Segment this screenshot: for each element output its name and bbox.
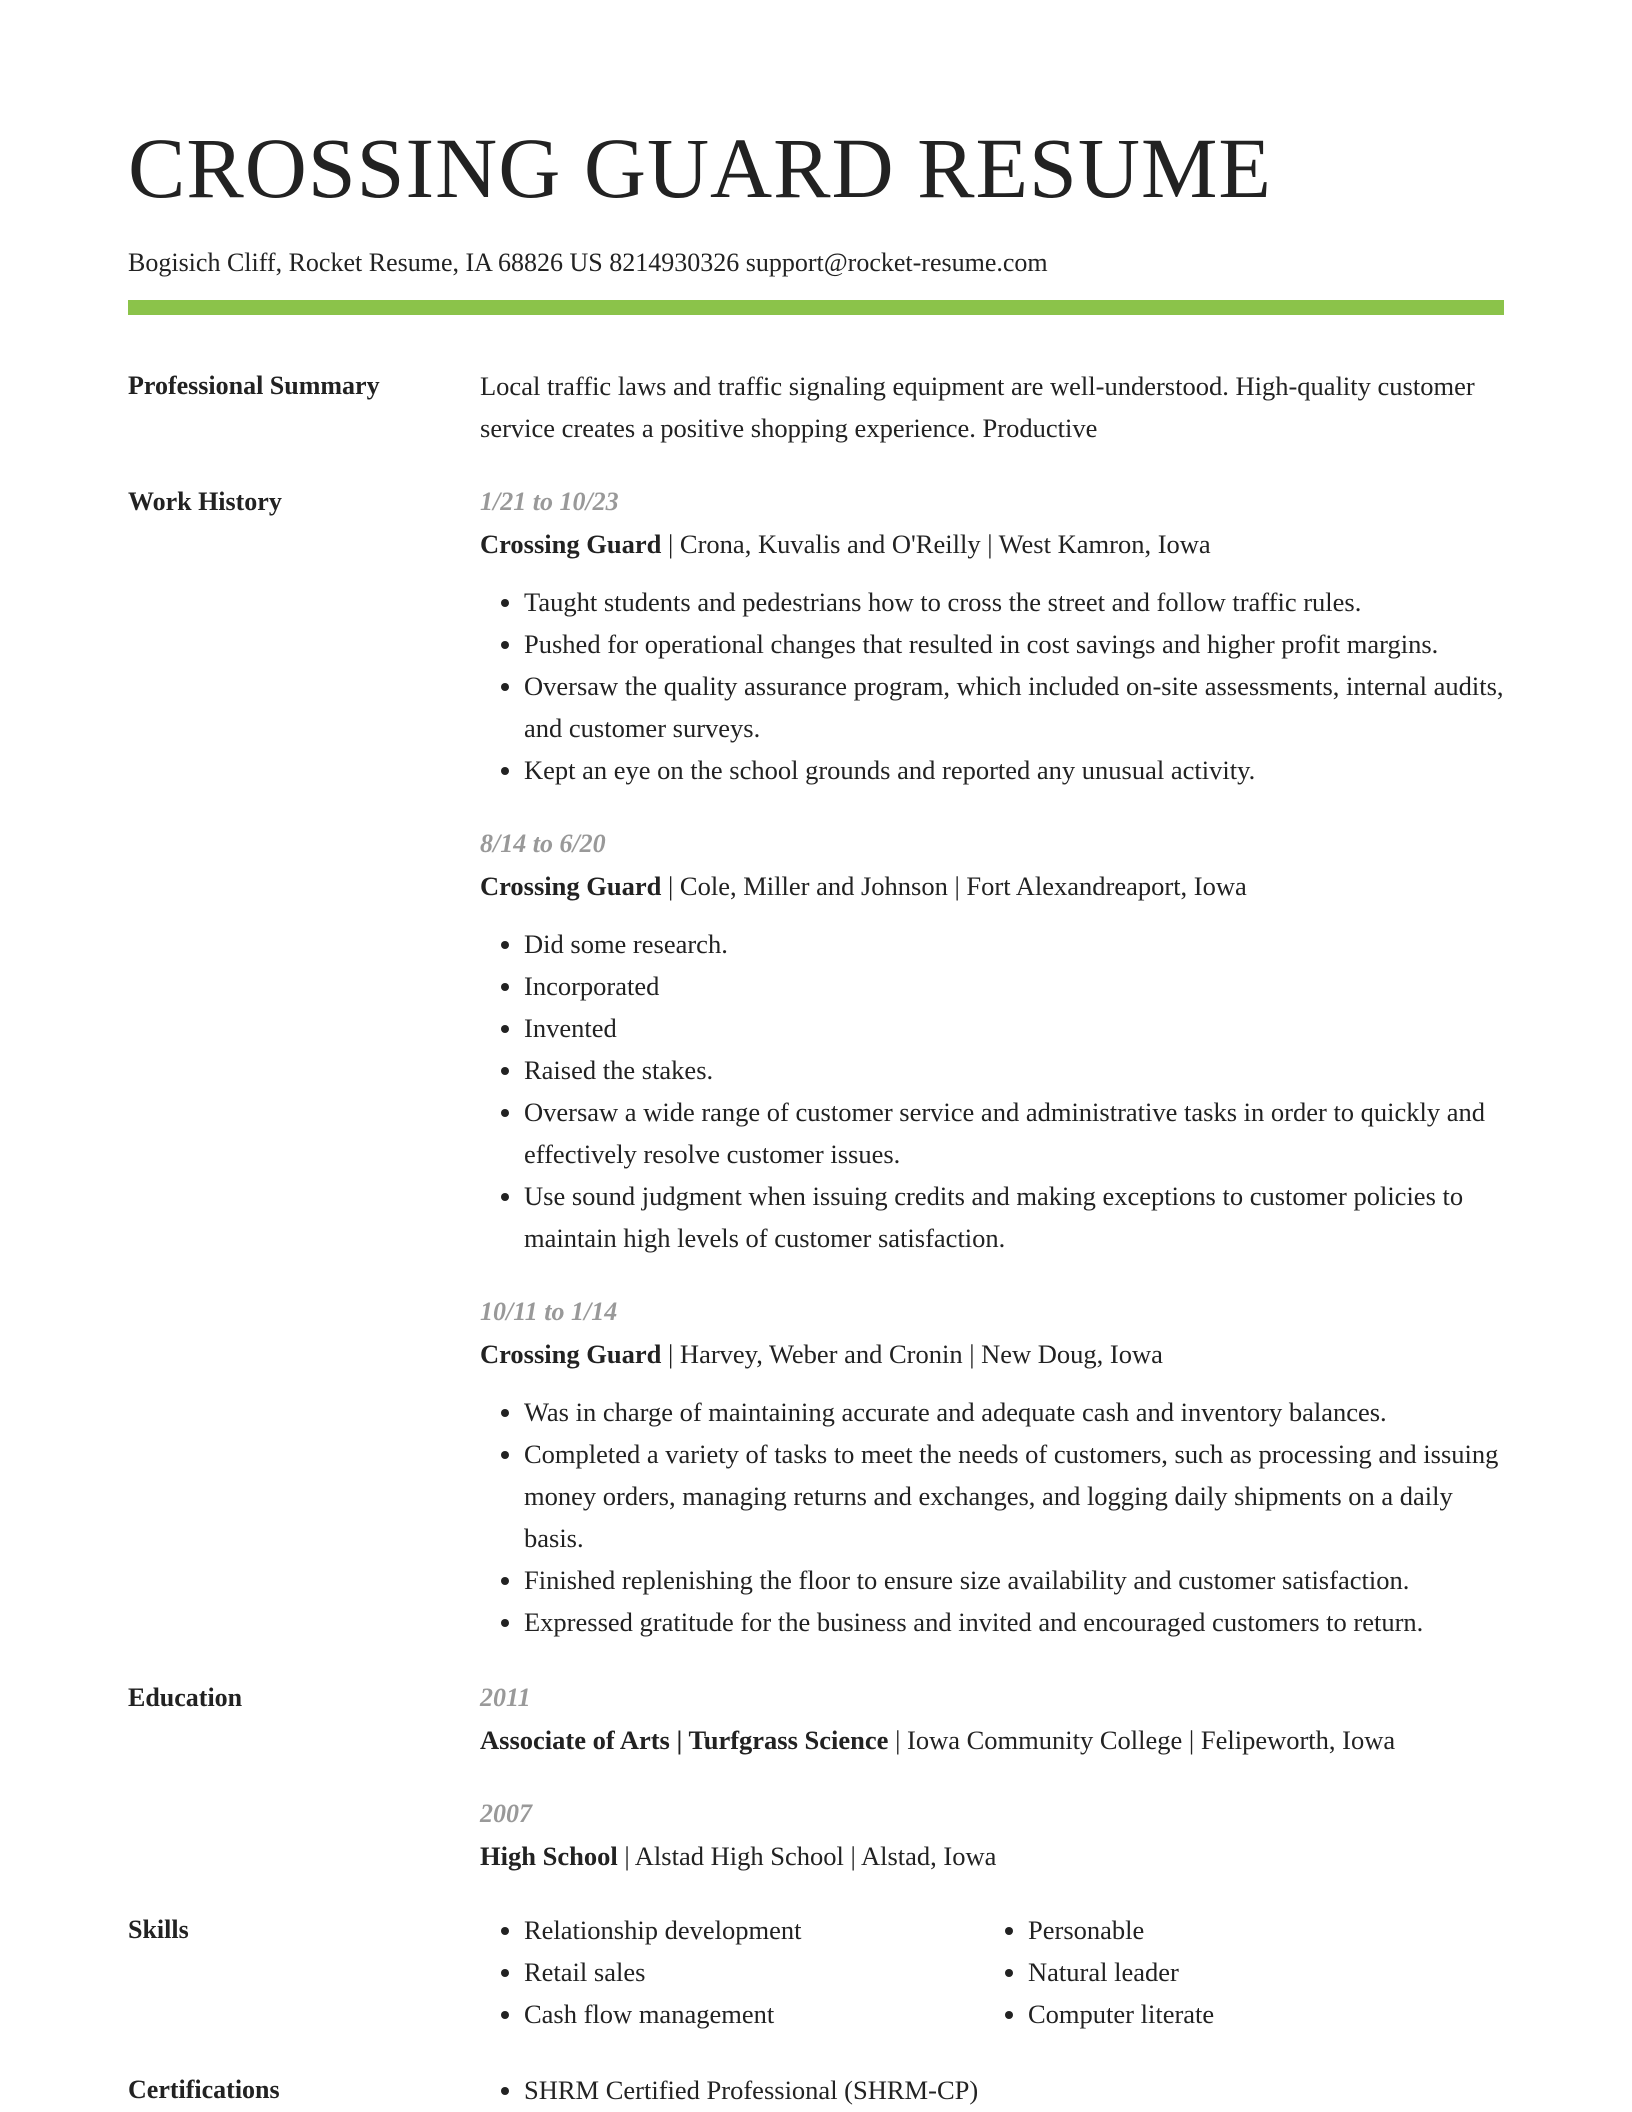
list-item: • Kept an eye on the school grounds and reported any unusual activity. xyxy=(524,749,1504,791)
skills-section xyxy=(128,1909,1504,2035)
job-entry xyxy=(480,481,1504,791)
list-item: • Finished replenishing the floor to ensure size availability and customer satisfaction. xyxy=(524,1559,1504,1601)
job-details: | Crona, Kuvalis and O'Reilly | West Kamron, Iowa xyxy=(661,529,1211,559)
list-item: • Taught students and pedestrians how to cross the street and follow traffic rules. xyxy=(524,581,1504,623)
section-label-education: Education xyxy=(128,1683,243,1712)
job-heading xyxy=(480,1333,1504,1375)
list-item: • Raised the stakes. xyxy=(524,1049,1504,1091)
education-details: | Iowa Community College | Felipeworth, Iowa xyxy=(888,1725,1396,1755)
certifications-section xyxy=(128,2069,1504,2111)
summary-section xyxy=(128,365,1504,449)
resume-title: CROSSING GUARD RESUME xyxy=(128,120,1272,216)
certifications-list xyxy=(480,2069,1504,2111)
work-history-list xyxy=(480,481,1504,1643)
skills-list-left xyxy=(480,1909,984,2035)
list-item: • Was in charge of maintaining accurate and adequate cash and inventory balances. xyxy=(524,1391,1504,1433)
job-dates: 10/11 to 1/14 xyxy=(480,1297,618,1326)
education-heading xyxy=(480,1835,1504,1877)
list-item: • Computer literate xyxy=(1028,1993,1488,2035)
education-section xyxy=(128,1677,1504,1877)
job-dates: 8/14 to 6/20 xyxy=(480,829,606,858)
list-item: • SHRM Certified Professional (SHRM-CP) xyxy=(524,2069,1504,2111)
job-dates: 1/21 to 10/23 xyxy=(480,487,619,516)
section-label-skills: Skills xyxy=(128,1915,189,1944)
education-list xyxy=(480,1677,1504,1877)
education-year: 2007 xyxy=(480,1799,532,1828)
section-label-certifications: Certifications xyxy=(128,2075,280,2104)
education-heading xyxy=(480,1719,1504,1761)
accent-divider xyxy=(128,300,1504,315)
list-item: • Invented xyxy=(524,1007,1504,1049)
list-item: • Did some research. xyxy=(524,923,1504,965)
job-title: Crossing Guard xyxy=(480,871,662,901)
list-item: • Personable xyxy=(1028,1909,1488,1951)
job-heading xyxy=(480,865,1504,907)
list-item: • Relationship development xyxy=(524,1909,984,1951)
certifications-items xyxy=(480,2069,1504,2111)
work-history-section xyxy=(128,481,1504,1643)
job-entry xyxy=(480,1291,1504,1643)
section-label-summary: Professional Summary xyxy=(128,371,380,400)
education-entry xyxy=(480,1793,1504,1877)
list-item: • Cash flow management xyxy=(524,1993,984,2035)
job-title: Crossing Guard xyxy=(480,1339,662,1369)
job-heading xyxy=(480,523,1504,565)
skills-columns xyxy=(480,1909,1504,2035)
education-year: 2011 xyxy=(480,1683,531,1712)
list-item: • Oversaw a wide range of customer service and administrative tasks in order to quickly and effectively resolve customer issues. xyxy=(524,1091,1504,1175)
job-title: Crossing Guard xyxy=(480,529,662,559)
education-entry xyxy=(480,1677,1504,1761)
job-bullets xyxy=(480,923,1504,1259)
list-item: • Oversaw the quality assurance program, which included on-site assessments, internal audits, and customer surveys. xyxy=(524,665,1504,749)
job-entry xyxy=(480,823,1504,1259)
list-item: • Retail sales xyxy=(524,1951,984,1993)
list-item: • Pushed for operational changes that resulted in cost savings and higher profit margins. xyxy=(524,623,1504,665)
skills-list-right xyxy=(984,1909,1488,2035)
list-item: • Expressed gratitude for the business and invited and encouraged customers to return. xyxy=(524,1601,1504,1643)
resume-page xyxy=(128,0,1504,2111)
job-bullets xyxy=(480,581,1504,791)
list-item: • Completed a variety of tasks to meet the needs of customers, such as processing and issuing money orders, managing returns and exchanges, and logging daily shipments on a daily basis. xyxy=(524,1433,1504,1559)
job-bullets xyxy=(480,1391,1504,1643)
education-details: | Alstad High School | Alstad, Iowa xyxy=(617,1841,997,1871)
section-label-work: Work History xyxy=(128,487,282,516)
job-details: | Harvey, Weber and Cronin | New Doug, Iowa xyxy=(661,1339,1163,1369)
degree: High School xyxy=(480,1841,618,1871)
list-item: • Use sound judgment when issuing credits and making exceptions to customer policies to maintain high levels of customer satisfaction. xyxy=(524,1175,1504,1259)
degree: Associate of Arts | Turfgrass Science xyxy=(480,1725,889,1755)
summary-text: Local traffic laws and traffic signaling equipment are well-understood. High-quality customer service creates a positive shopping experience. Productive xyxy=(480,371,1475,443)
contact-line: Bogisich Cliff, Rocket Resume, IA 68826 US 8214930326 support@rocket-resume.com xyxy=(128,248,1048,277)
list-item: • Natural leader xyxy=(1028,1951,1488,1993)
list-item: • Incorporated xyxy=(524,965,1504,1007)
job-details: | Cole, Miller and Johnson | Fort Alexandreaport, Iowa xyxy=(661,871,1247,901)
